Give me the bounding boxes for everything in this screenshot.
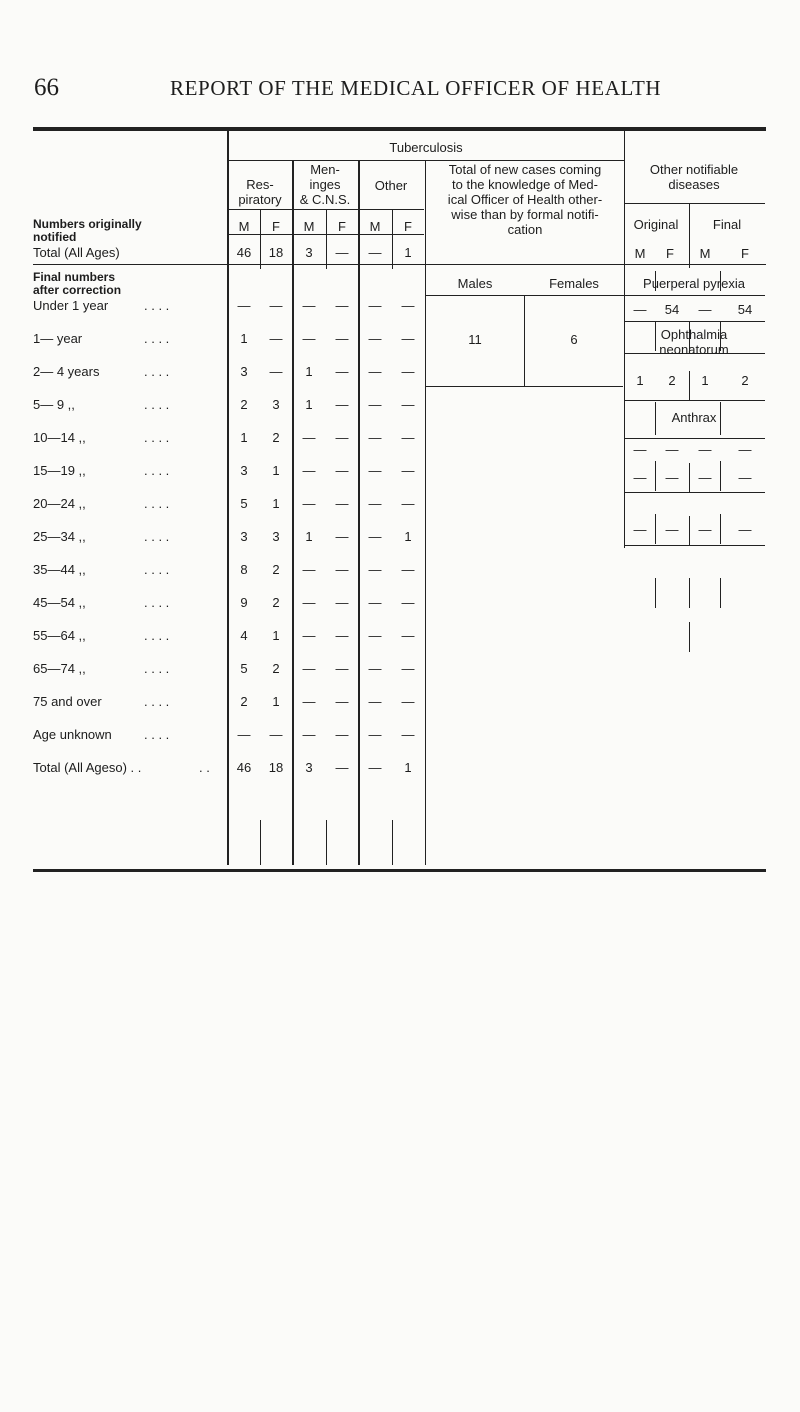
disease-name-line2: neonatorum [659, 342, 729, 357]
row-dots: . . . . [144, 628, 170, 643]
row-label: 55—64 ,, [33, 628, 86, 643]
row-label: 5— 9 ,, [33, 397, 75, 412]
final-f-header: F [741, 246, 749, 261]
final-numbers-label-line1: Final numbers [33, 270, 116, 284]
page-number: 66 [34, 74, 59, 101]
row-dots: . . . . [144, 529, 170, 544]
row-dots: . . . . [144, 694, 170, 709]
new-cases-males: 11 [468, 332, 482, 347]
row-label: 2— 4 years [33, 364, 100, 379]
final-numbers-label-line2: after correction [33, 283, 122, 297]
row-dots: . . . . [144, 463, 170, 478]
notified-other-m: — [368, 245, 382, 260]
disease-name: Puerperal pyrexia [643, 276, 745, 291]
other-notifiable-header-line2: diseases [668, 177, 720, 192]
total-all-ages-label: Total (All Ages) [33, 245, 120, 260]
orig-m-header: M [634, 246, 646, 261]
row-dots: . . . . [144, 727, 170, 742]
meninges-header-line1: Men- [310, 162, 340, 177]
meninges-header-line3: & C.N.S. [299, 192, 351, 207]
row-label: 25—34 ,, [33, 529, 86, 544]
other-f-header: F [404, 219, 412, 234]
notified-men-m: 3 [305, 245, 313, 260]
tuberculosis-header: Tuberculosis [389, 140, 463, 155]
row-dots: . . . . [144, 397, 170, 412]
page-title: REPORT OF THE MEDICAL OFFICER OF HEALTH [170, 76, 662, 100]
notified-resp-f: 18 [268, 245, 284, 260]
other-header: Other [374, 178, 408, 193]
row-dots: . . . . [144, 661, 170, 676]
disease-name-line1: Ophthalmia [660, 327, 728, 342]
other-m-header: M [369, 219, 381, 234]
row-label: Total (All Ageso) . . [33, 760, 142, 775]
orig-f-header: F [666, 246, 674, 261]
original-header: Original [633, 217, 679, 232]
notified-other-f: 1 [404, 245, 412, 260]
numbers-notified-label-line1: Numbers originally [33, 217, 142, 231]
disease-name: Anthrax [671, 410, 717, 425]
final-m-header: M [699, 246, 711, 261]
row-label: Age unknown [33, 727, 112, 742]
respiratory-header-line1: Res- [246, 177, 274, 192]
report-page: 66 REPORT OF THE MEDICAL OFFICER OF HEALTH Tuberculosis Res- piratory Men- inges & C.N.S. Other Total of new cases coming to the knowledge of Med- ical Officer of Health other- wise than by formal notifi- cation Other notifiable diseases Original Final M F M F M F M F M F Numbers originally notified Total (All Ages) 46 18 3 — — 1 Final numbers after correction Under 1 year . . . . — — — — — — 1— year . . . . 1 — — — — — 2— 4 years . . . . 3 — 1 — — — 5— 9 ,, . . . . 2 3 1 — — — 10—14 ,, . . . . 1 2 — — — — 15—19 ,, . . . . 3 1 — — — — 20—24 ,, . . . . 5 1 — — — — 25—34 ,, . . . . 3 3 1 — — 1 35—44 ,, . . . . 8 2 — — — — 45—54 ,, . . . . 9 2 — — — — 55—64 ,, . . . . 4 1 — — — — 65—74 ,, . . . . 5 2 — — — — 75 and over . . . . 2 1 — — — — Age unknown . . . . — — — — — — Total (All Ageso) . . . . 46 18 3 — — 1 Males Females 11 6 Puerperal pyrexia — 54 — 54 Ophthalmia neonatorum 1 2 1 2 Anthrax — — — — — — — — — — — — [0, 0, 800, 1412]
new-cases-females: 6 [570, 332, 578, 347]
men-f-header: F [338, 219, 346, 234]
row-dots: . . . . [144, 298, 170, 313]
numbers-notified-label-line2: notified [33, 230, 77, 244]
row-label: 75 and over [33, 694, 102, 709]
resp-f-header: F [272, 219, 280, 234]
row-dots: . . . . [144, 562, 170, 577]
notified-men-f: — [335, 245, 349, 260]
row-label: 45—54 ,, [33, 595, 86, 610]
row-label: 35—44 ,, [33, 562, 86, 577]
row-label: 1— year [33, 331, 83, 346]
final-header: Final [712, 217, 742, 232]
row-dots: . . [199, 760, 210, 775]
row-label: 65—74 ,, [33, 661, 86, 676]
resp-m-header: M [238, 219, 250, 234]
men-m-header: M [303, 219, 315, 234]
row-label: 20—24 ,, [33, 496, 86, 511]
females-header: Females [549, 276, 599, 291]
notified-resp-m: 46 [236, 245, 252, 260]
row-label: 10—14 ,, [33, 430, 86, 445]
respiratory-header-line2: piratory [238, 192, 282, 207]
row-dots: . . . . [144, 496, 170, 511]
row-label: Under 1 year [33, 298, 109, 313]
other-notifiable-header-line1: Other notifiable [649, 162, 739, 177]
row-dots: . . . . [144, 331, 170, 346]
row-label: 15—19 ,, [33, 463, 86, 478]
males-header: Males [457, 276, 493, 291]
row-dots: . . . . [144, 364, 170, 379]
row-dots: . . . . [144, 430, 170, 445]
meninges-header-line2: inges [309, 177, 341, 192]
row-dots: . . . . [144, 595, 170, 610]
